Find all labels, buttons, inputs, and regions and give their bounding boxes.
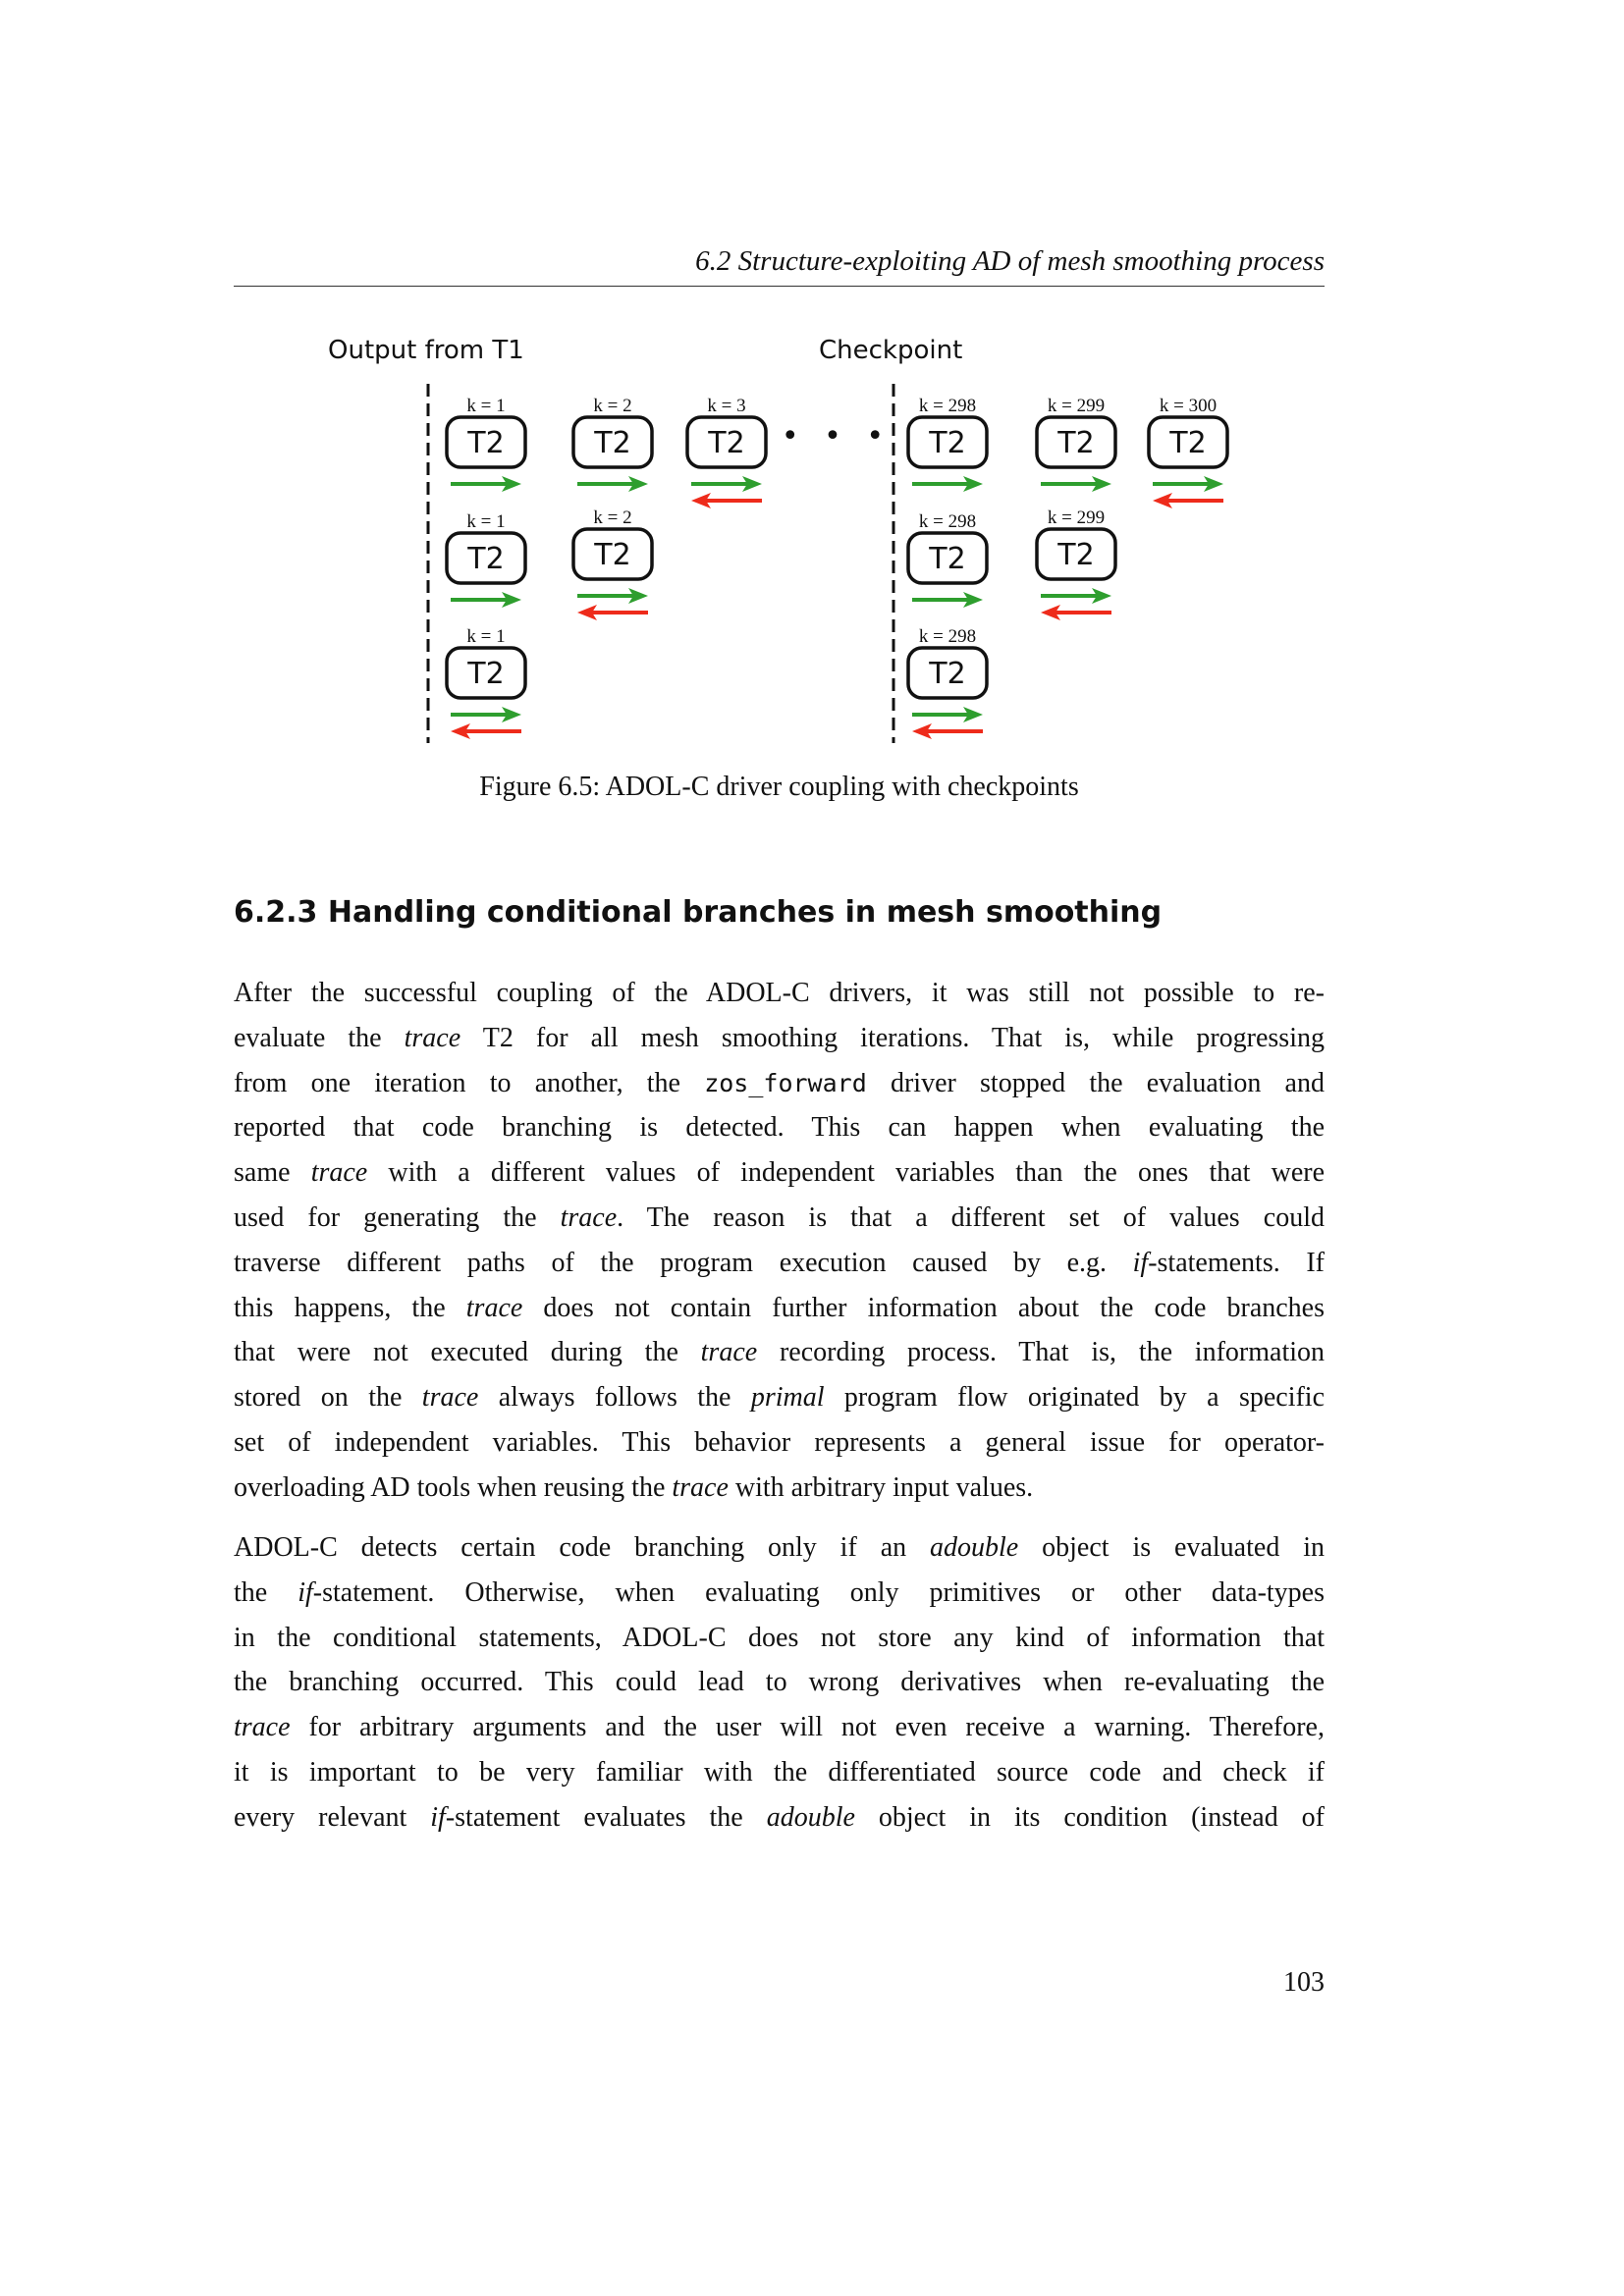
- trace-t2-label: T2: [929, 426, 966, 460]
- text-run: this happens, the: [234, 1292, 466, 1323]
- italic-term: trace: [672, 1471, 729, 1503]
- trace-t2-label: T2: [594, 426, 631, 460]
- italic-term: trace: [465, 1292, 523, 1323]
- iteration-label: k = 1: [466, 511, 506, 532]
- text-run: does not contain further information about the code branches: [522, 1292, 1325, 1323]
- italic-term: adouble: [930, 1532, 1019, 1563]
- italic-term: if: [430, 1801, 446, 1833]
- trace-t2-label: T2: [929, 542, 966, 576]
- iteration-label: k = 299: [1047, 507, 1106, 528]
- italic-term: trace: [234, 1712, 291, 1743]
- text-run: with a different values of independent variables than the ones that were: [367, 1157, 1325, 1189]
- figure-caption: Figure 6.5: ADOL-C driver coupling with checkpoints: [479, 772, 1079, 802]
- italic-term: trace: [560, 1201, 618, 1233]
- text-line: [234, 1750, 1325, 1795]
- italic-term: if: [298, 1576, 313, 1608]
- text-line: [234, 1525, 1325, 1571]
- italic-term: primal: [750, 1382, 825, 1414]
- text-run: recording process. That is, the information: [757, 1337, 1326, 1368]
- text-run: object in its condition (instead of: [854, 1801, 1325, 1833]
- iteration-label: k = 1: [466, 626, 506, 647]
- text-run: object is evaluated in: [1018, 1532, 1326, 1563]
- diagram-canvas: [0, 0, 1624, 766]
- paragraph-2: [234, 1525, 1325, 1841]
- figure-label-output-from-t1: Output from T1: [328, 336, 524, 365]
- iteration-label: k = 1: [466, 396, 506, 416]
- text-line: [234, 1660, 1325, 1705]
- text-run: it is important to be very familiar with the differentiated source code and check if: [234, 1756, 1325, 1788]
- iteration-label: k = 298: [918, 626, 977, 647]
- text-run: for arbitrary arguments and the user will not even receive a warning. Therefore,: [290, 1712, 1325, 1743]
- text-run: After the successful coupling of the ADOL-C drivers, it was still not possible to re-: [234, 978, 1325, 1008]
- trace-t2-label: T2: [929, 657, 966, 691]
- trace-t2-label: T2: [1057, 426, 1095, 460]
- text-run: the: [234, 1576, 298, 1608]
- text-line: [234, 1571, 1325, 1616]
- text-line: [234, 1061, 1325, 1106]
- text-run: traverse different paths of the program execution caused by e.g.: [234, 1247, 1133, 1278]
- iteration-label: k = 298: [918, 396, 977, 416]
- text-line: [234, 1466, 1325, 1511]
- figure-checkpoint-diagram: [0, 0, 1624, 766]
- page-number: 103: [1283, 1967, 1325, 1998]
- text-run: -statements. If: [1148, 1247, 1325, 1278]
- italic-term: trace: [700, 1337, 758, 1368]
- text-run: same: [234, 1157, 311, 1189]
- text-run: overloading AD tools when reusing the: [234, 1471, 673, 1503]
- ellipsis-dots: • • •: [781, 419, 893, 454]
- text-line: [234, 1616, 1325, 1661]
- section-heading: 6.2.3 Handling conditional branches in mesh smoothing: [234, 895, 1163, 930]
- text-run: -statement evaluates the: [445, 1801, 767, 1833]
- text-run: stored on the: [234, 1382, 422, 1414]
- text-run: used for generating the: [234, 1201, 561, 1233]
- text-run: -statement. Otherwise, when evaluating only primitives or other data-types: [312, 1576, 1325, 1608]
- text-line: [234, 1375, 1325, 1420]
- text-run: . The reason is that a different set of values could: [617, 1201, 1325, 1233]
- italic-term: trace: [421, 1382, 479, 1414]
- text-line: [234, 1016, 1325, 1061]
- text-run: the branching occurred. This could lead to wrong derivatives when re-evaluating the: [234, 1667, 1325, 1698]
- text-run: from one iteration to another, the: [234, 1067, 705, 1098]
- text-run: reported that code branching is detected. This can happen when evaluating the: [234, 1112, 1325, 1144]
- text-run: every relevant: [234, 1801, 431, 1833]
- text-run: evaluate the: [234, 1022, 405, 1053]
- text-line: [234, 1330, 1325, 1375]
- figure-label-checkpoint: Checkpoint: [819, 336, 963, 365]
- iteration-label: k = 299: [1047, 396, 1106, 416]
- trace-t2-label: T2: [1169, 426, 1207, 460]
- iteration-label: k = 298: [918, 511, 977, 532]
- text-line: [234, 1105, 1325, 1150]
- text-run: that were not executed during the: [234, 1337, 701, 1368]
- trace-t2-label: T2: [467, 426, 505, 460]
- trace-t2-label: T2: [594, 538, 631, 572]
- text-run: with arbitrary input values.: [728, 1471, 1034, 1503]
- text-run: in the conditional statements, ADOL-C does not store any kind of information that: [234, 1622, 1325, 1653]
- text-run: program flow originated by a specific: [824, 1382, 1326, 1414]
- text-line: [234, 1705, 1325, 1750]
- text-run: ADOL-C detects certain code branching only if an: [234, 1532, 931, 1563]
- text-run: always follows the: [478, 1382, 751, 1414]
- iteration-label: k = 2: [593, 507, 632, 528]
- text-run: set of independent variables. This behavior represents a general issue for operator-: [234, 1426, 1325, 1458]
- text-run: driver stopped the evaluation and: [866, 1067, 1325, 1098]
- text-line: [234, 1286, 1325, 1331]
- text-line: [234, 1150, 1325, 1196]
- trace-t2-label: T2: [467, 542, 505, 576]
- italic-term: adouble: [766, 1801, 855, 1833]
- text-line: [234, 1420, 1325, 1466]
- iteration-label: k = 3: [707, 396, 746, 416]
- trace-t2-label: T2: [467, 657, 505, 691]
- text-line: [234, 971, 1325, 1016]
- italic-term: if: [1132, 1247, 1149, 1278]
- running-head: 6.2 Structure-exploiting AD of mesh smoothing process: [695, 245, 1325, 277]
- text-line: [234, 1241, 1325, 1286]
- iteration-label: k = 300: [1159, 396, 1218, 416]
- paragraph-1: [234, 971, 1325, 1511]
- iteration-label: k = 2: [593, 396, 632, 416]
- italic-term: trace: [404, 1022, 461, 1053]
- text-line: [234, 1196, 1325, 1241]
- trace-t2-label: T2: [708, 426, 745, 460]
- italic-term: trace: [310, 1157, 368, 1189]
- trace-t2-label: T2: [1057, 538, 1095, 572]
- text-line: [234, 1795, 1325, 1841]
- code-term: zos_forward: [704, 1068, 867, 1097]
- text-run: T2 for all mesh smoothing iterations. That is, while progressing: [460, 1022, 1325, 1053]
